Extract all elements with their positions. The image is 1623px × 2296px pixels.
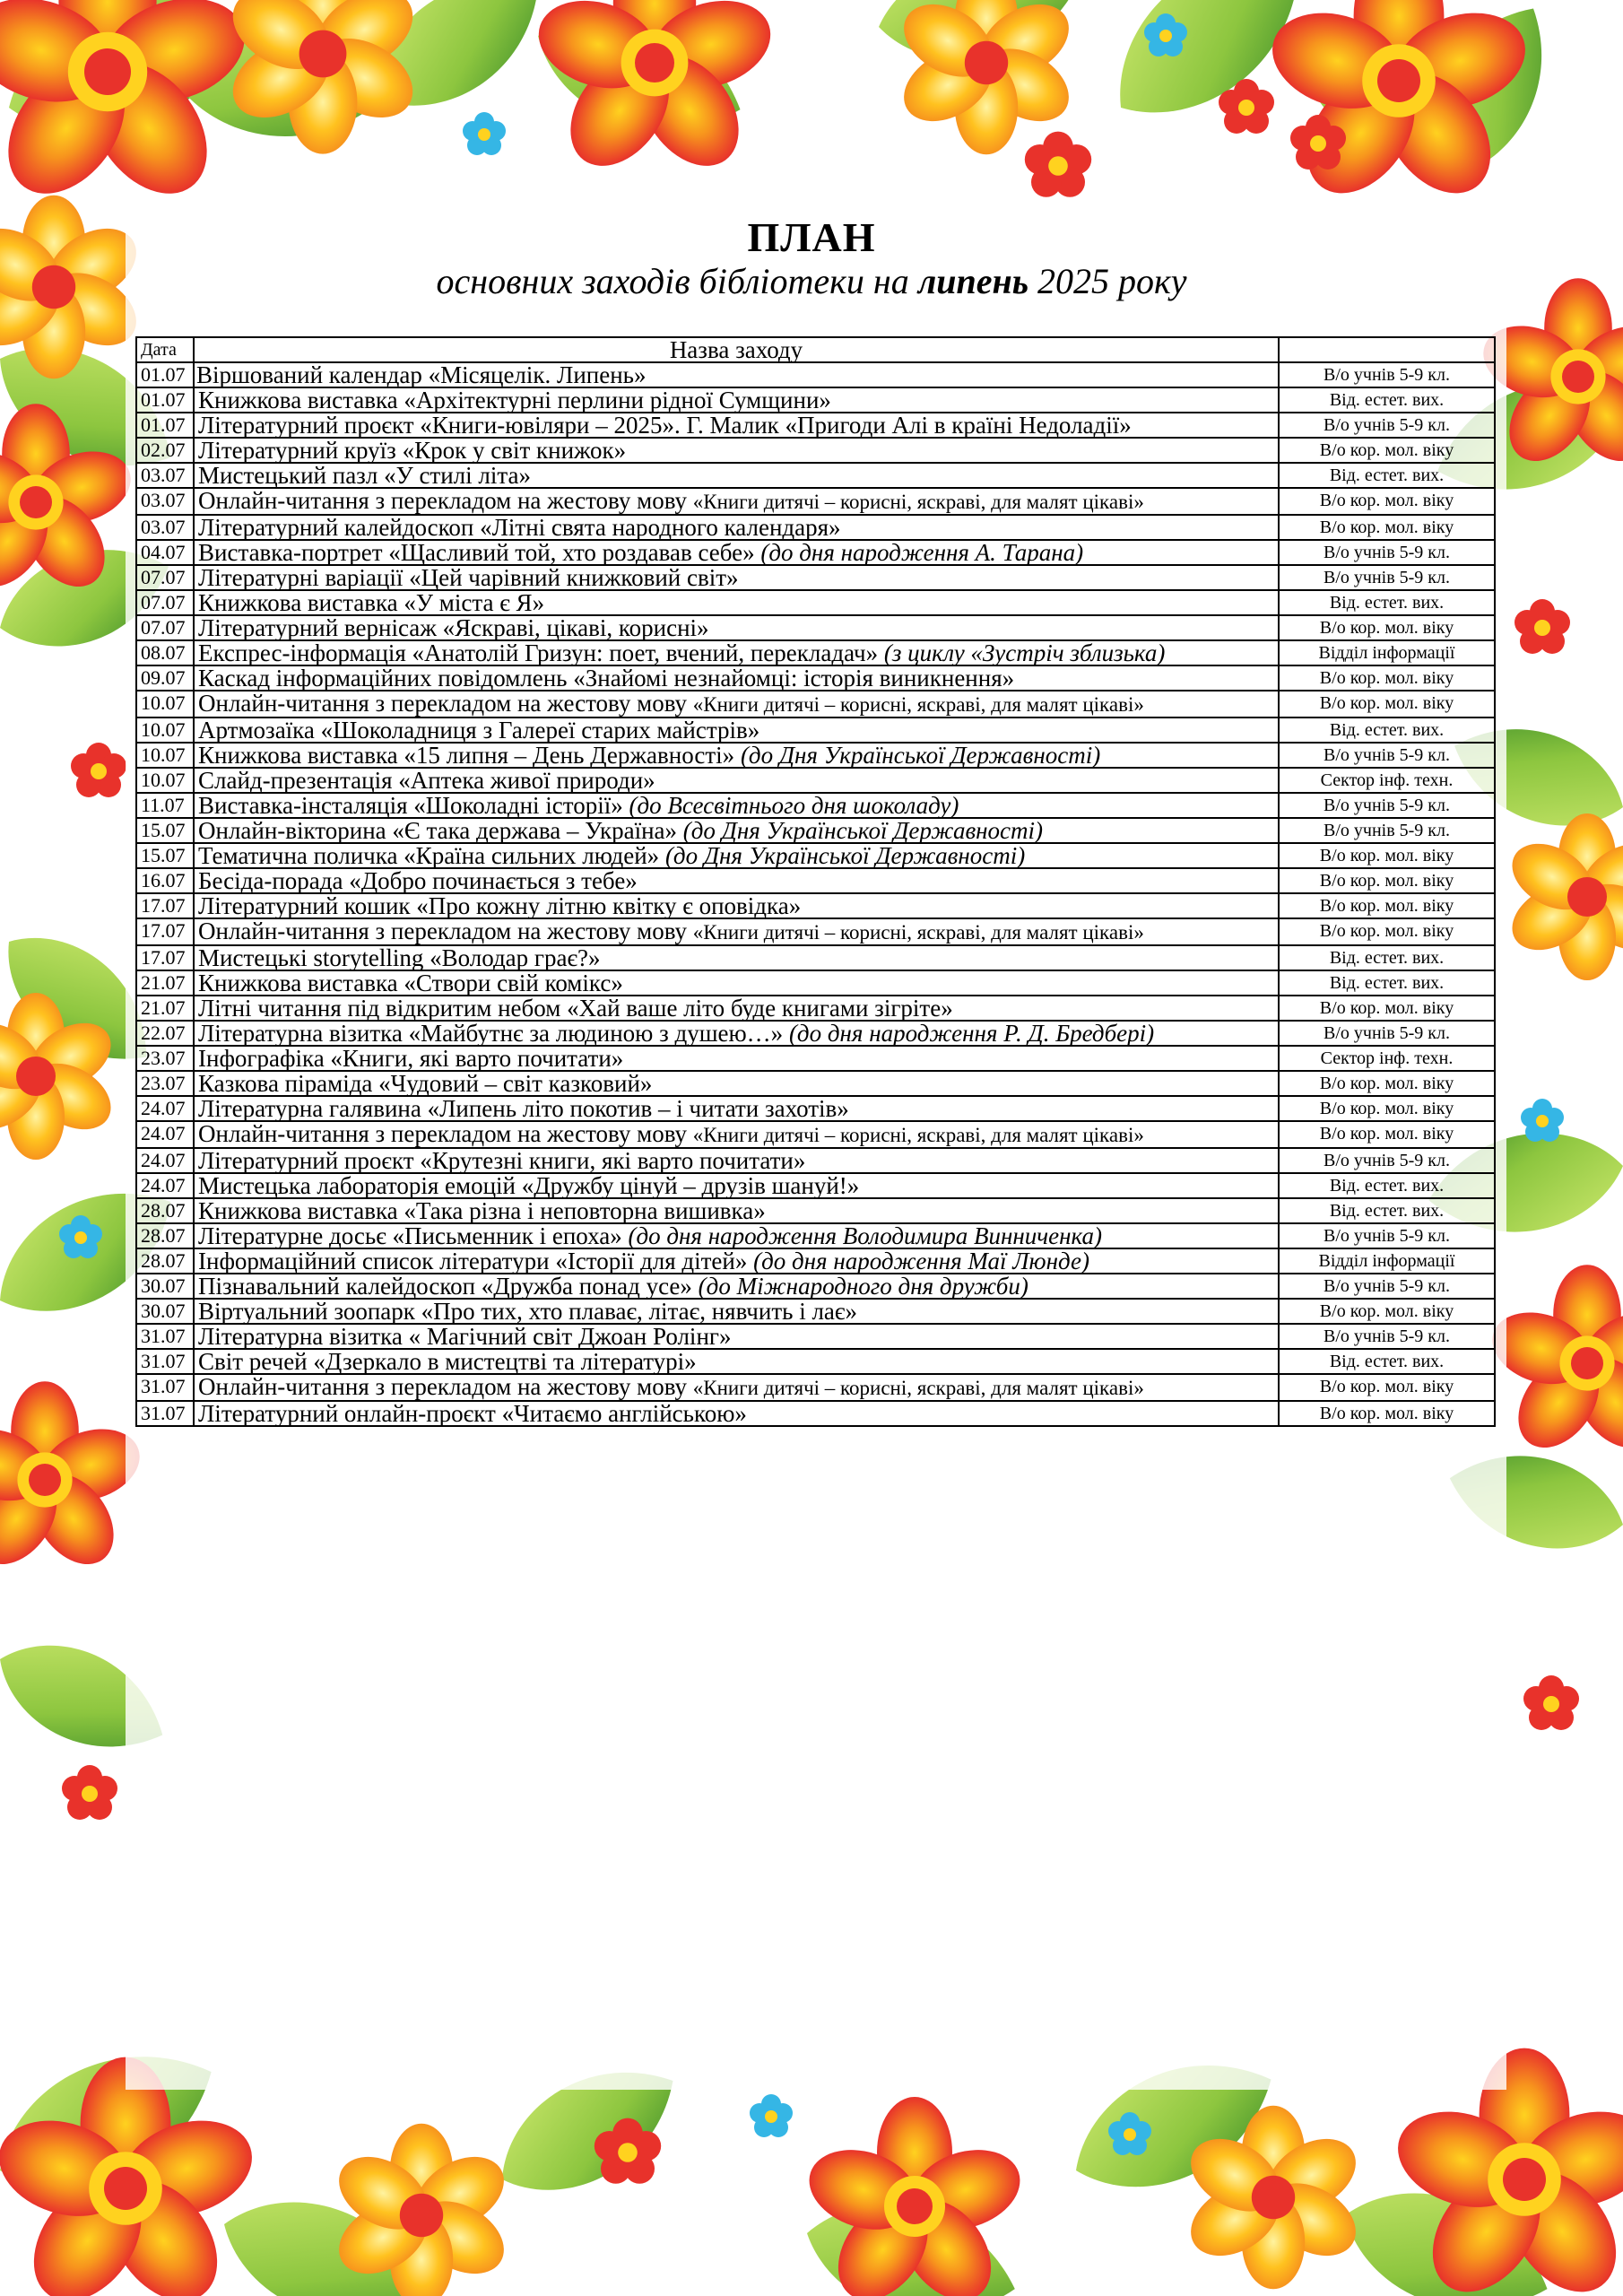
table-row xyxy=(136,1148,1495,1173)
event-note: (з циклу «Зустріч зблизька) xyxy=(883,639,1166,666)
event-responsible: В/о кор. мол. віку xyxy=(1279,488,1495,515)
table-row xyxy=(136,843,1495,868)
event-name xyxy=(194,843,1279,868)
event-date: 02.07 xyxy=(136,438,194,463)
event-name xyxy=(194,1121,1279,1148)
table-row xyxy=(136,515,1495,540)
event-responsible: В/о учнів 5-9 кл. xyxy=(1279,1223,1495,1248)
event-title: Мистецька лабораторія емоцій «Дружбу цінуй – друзів шануй!» xyxy=(198,1172,860,1199)
event-title: Літературний проєкт «Книги-ювіляри – 2025». Г. Малик «Пригоди Алі в країні Недоладії» xyxy=(198,412,1132,439)
event-responsible: В/о учнів 5-9 кл. xyxy=(1279,565,1495,590)
table-row xyxy=(136,691,1495,718)
event-title-small: «Книги дитячі – корисні, яскраві, для малят цікаві» xyxy=(692,921,1144,944)
event-date: 24.07 xyxy=(136,1121,194,1148)
event-title: Каскад інформаційних повідомлень «Знайомі незнайомці: історія виникнення» xyxy=(198,665,1015,691)
event-date: 09.07 xyxy=(136,665,194,691)
table-row xyxy=(136,665,1495,691)
event-date: 11.07 xyxy=(136,793,194,818)
event-date: 15.07 xyxy=(136,843,194,868)
event-name xyxy=(194,1274,1279,1299)
event-title: Онлайн-вікторина «Є така держава – Україна» xyxy=(198,817,683,844)
event-date: 10.07 xyxy=(136,768,194,793)
event-responsible: Відділ інформації xyxy=(1279,1248,1495,1274)
event-responsible: Від. естет. вих. xyxy=(1279,970,1495,996)
event-title: Книжкова виставка «Створи свій комікс» xyxy=(198,970,623,996)
event-date: 07.07 xyxy=(136,590,194,615)
subtitle-month: липень xyxy=(917,261,1028,301)
event-date: 31.07 xyxy=(136,1324,194,1349)
event-responsible: В/о учнів 5-9 кл. xyxy=(1279,1021,1495,1046)
event-title: Бесіда-порада «Добро починається з тебе» xyxy=(198,867,638,894)
event-responsible: В/о учнів 5-9 кл. xyxy=(1279,540,1495,565)
event-responsible: В/о кор. мол. віку xyxy=(1279,1374,1495,1401)
event-title: Літературний онлайн-проєкт «Читаємо англійською» xyxy=(198,1400,747,1427)
table-row xyxy=(136,1274,1495,1299)
event-title: Віртуальний зоопарк «Про тих, хто плаває, літає, нявчить і лає» xyxy=(198,1298,857,1325)
event-date: 17.07 xyxy=(136,893,194,918)
event-title: Книжкова виставка «Така різна і неповторна вишивка» xyxy=(198,1197,766,1224)
page-subtitle xyxy=(0,260,1623,302)
event-name xyxy=(194,918,1279,945)
table-row xyxy=(136,565,1495,590)
table-row xyxy=(136,1071,1495,1096)
event-title: Казкова піраміда «Чудовий – світ казковий» xyxy=(198,1070,653,1097)
event-responsible: Від. естет. вих. xyxy=(1279,387,1495,413)
event-responsible: Від. естет. вих. xyxy=(1279,590,1495,615)
event-responsible: В/о учнів 5-9 кл. xyxy=(1279,1148,1495,1173)
event-date: 17.07 xyxy=(136,945,194,970)
event-responsible: Відділ інформації xyxy=(1279,640,1495,665)
event-name xyxy=(194,387,1279,413)
event-title: Артмозаїка «Шоколадниця з Галереї старих майстрів» xyxy=(198,717,760,744)
event-date: 07.07 xyxy=(136,565,194,590)
subtitle-end: 2025 року xyxy=(1028,261,1187,301)
event-name xyxy=(194,793,1279,818)
event-name xyxy=(194,540,1279,565)
table-row xyxy=(136,970,1495,996)
event-responsible: Від. естет. вих. xyxy=(1279,1349,1495,1374)
event-date: 22.07 xyxy=(136,1021,194,1046)
event-name xyxy=(194,1349,1279,1374)
event-title: Пізнавальний калейдоскоп «Дружба понад усе» xyxy=(198,1273,699,1300)
table-row xyxy=(136,1324,1495,1349)
table-row xyxy=(136,387,1495,413)
event-name xyxy=(194,996,1279,1021)
event-note: (до дня народження Володимира Винниченка) xyxy=(628,1222,1102,1249)
event-name xyxy=(194,893,1279,918)
event-date: 01.07 xyxy=(136,413,194,438)
event-date: 03.07 xyxy=(136,488,194,515)
table-row xyxy=(136,996,1495,1021)
event-date: 31.07 xyxy=(136,1401,194,1426)
event-title: Мистецький пазл «У стилі літа» xyxy=(198,462,531,489)
table-row xyxy=(136,590,1495,615)
table-row xyxy=(136,1046,1495,1071)
event-date: 24.07 xyxy=(136,1173,194,1198)
event-title: Літературний вернісаж «Яскраві, цікаві, корисні» xyxy=(198,614,709,641)
event-title: Онлайн-читання з перекладом на жестову мову xyxy=(198,487,693,514)
event-title: Онлайн-читання з перекладом на жестову мову xyxy=(198,918,693,944)
event-note: (до Дня Української Державності) xyxy=(682,817,1044,844)
event-name xyxy=(194,665,1279,691)
event-name xyxy=(194,868,1279,893)
event-name xyxy=(194,1096,1279,1121)
event-name xyxy=(194,1248,1279,1274)
table-body xyxy=(136,362,1495,1426)
event-title: Книжкова виставка «У міста є Я» xyxy=(198,589,545,616)
table-row xyxy=(136,488,1495,515)
event-date: 24.07 xyxy=(136,1148,194,1173)
table-row xyxy=(136,1198,1495,1223)
event-note: (до дня народження А. Тарана) xyxy=(760,539,1084,566)
table-row xyxy=(136,1021,1495,1046)
event-responsible: В/о учнів 5-9 кл. xyxy=(1279,362,1495,387)
event-title: Експрес-інформація «Анатолій Гризун: поет, вчений, перекладач» xyxy=(198,639,884,666)
event-name xyxy=(194,691,1279,718)
event-date: 10.07 xyxy=(136,743,194,768)
event-responsible: В/о кор. мол. віку xyxy=(1279,843,1495,868)
page-title: ПЛАН xyxy=(747,214,876,260)
event-title: Літературна галявина «Липень літо покотив – і читати захотів» xyxy=(198,1095,849,1122)
table-row xyxy=(136,1401,1495,1426)
event-responsible: Від. естет. вих. xyxy=(1279,1198,1495,1223)
event-responsible: Від. естет. вих. xyxy=(1279,1173,1495,1198)
table-row xyxy=(136,1299,1495,1324)
event-title: Книжкова виставка «15 липня – День Державності» xyxy=(198,742,741,769)
event-responsible: В/о учнів 5-9 кл. xyxy=(1279,743,1495,768)
subtitle-start: основних заходів бібліотеки на xyxy=(436,261,918,301)
event-responsible: Сектор інф. техн. xyxy=(1279,1046,1495,1071)
event-name xyxy=(194,1223,1279,1248)
table-row xyxy=(136,768,1495,793)
event-responsible: В/о учнів 5-9 кл. xyxy=(1279,413,1495,438)
event-name xyxy=(194,1198,1279,1223)
event-responsible: В/о кор. мол. віку xyxy=(1279,893,1495,918)
table-row xyxy=(136,438,1495,463)
event-title: Літературна візитка «Майбутнє за людиною з душею…» xyxy=(198,1020,789,1047)
event-date: 21.07 xyxy=(136,970,194,996)
table-row xyxy=(136,868,1495,893)
event-date: 01.07 xyxy=(136,362,194,387)
event-name xyxy=(194,970,1279,996)
event-date: 04.07 xyxy=(136,540,194,565)
column-header-responsible xyxy=(1279,337,1495,362)
event-responsible: В/о учнів 5-9 кл. xyxy=(1279,818,1495,843)
event-name xyxy=(194,1071,1279,1096)
event-date: 03.07 xyxy=(136,463,194,488)
event-note: (до Дня Української Державності) xyxy=(740,742,1101,769)
event-date: 28.07 xyxy=(136,1248,194,1274)
event-name xyxy=(194,413,1279,438)
event-responsible: В/о кор. мол. віку xyxy=(1279,1096,1495,1121)
event-responsible: Від. естет. вих. xyxy=(1279,718,1495,743)
event-title: Онлайн-читання з перекладом на жестову мову xyxy=(198,1120,693,1147)
event-date: 01.07 xyxy=(136,387,194,413)
table-row xyxy=(136,540,1495,565)
table-row xyxy=(136,743,1495,768)
table-row xyxy=(136,463,1495,488)
event-title: Виставка-портрет «Щасливий той, хто роздавав себе» xyxy=(198,539,761,566)
event-title: Інформаційний список літератури «Історії для дітей» xyxy=(198,1248,754,1274)
event-title-small: «Книги дитячі – корисні, яскраві, для малят цікаві» xyxy=(692,491,1144,513)
event-responsible: Сектор інф. техн. xyxy=(1279,768,1495,793)
event-title: Виставка-інсталяція «Шоколадні історії» xyxy=(198,792,629,819)
event-date: 28.07 xyxy=(136,1223,194,1248)
event-name xyxy=(194,488,1279,515)
table-row xyxy=(136,1173,1495,1198)
event-title-small: «Книги дитячі – корисні, яскраві, для малят цікаві» xyxy=(692,693,1144,716)
event-title: Літературні варіації «Цей чарівний книжковий світ» xyxy=(198,564,739,591)
event-name xyxy=(194,565,1279,590)
event-note: (до дня народження Маї Люнде) xyxy=(753,1248,1089,1274)
event-name xyxy=(194,590,1279,615)
table-row xyxy=(136,1374,1495,1401)
event-date: 10.07 xyxy=(136,691,194,718)
table-row xyxy=(136,1223,1495,1248)
event-responsible: В/о кор. мол. віку xyxy=(1279,691,1495,718)
table-row xyxy=(136,918,1495,945)
event-title: Літературний проєкт «Крутезні книги, які варто почитати» xyxy=(198,1147,806,1174)
event-date: 07.07 xyxy=(136,615,194,640)
event-date: 28.07 xyxy=(136,1198,194,1223)
event-title: Віршований календар «Місяцелік. Липень» xyxy=(196,361,647,388)
event-title: Онлайн-читання з перекладом на жестову мову xyxy=(198,690,693,717)
event-responsible: В/о кор. мол. віку xyxy=(1279,1071,1495,1096)
event-title-small: «Книги дитячі – корисні, яскраві, для малят цікаві» xyxy=(692,1124,1144,1146)
event-date: 30.07 xyxy=(136,1274,194,1299)
table-row xyxy=(136,1248,1495,1274)
event-note: (до Всесвітнього дня шоколаду) xyxy=(629,792,959,819)
column-header-name: Назва заходу xyxy=(194,337,1279,362)
event-name xyxy=(194,438,1279,463)
event-responsible: В/о учнів 5-9 кл. xyxy=(1279,793,1495,818)
event-name xyxy=(194,718,1279,743)
event-name xyxy=(194,615,1279,640)
event-name xyxy=(194,1324,1279,1349)
event-name xyxy=(194,945,1279,970)
event-date: 21.07 xyxy=(136,996,194,1021)
table-row xyxy=(136,1121,1495,1148)
event-name xyxy=(194,1046,1279,1071)
event-responsible: В/о кор. мол. віку xyxy=(1279,615,1495,640)
event-responsible: В/о учнів 5-9 кл. xyxy=(1279,1324,1495,1349)
event-title: Світ речей «Дзеркало в мистецтві та літературі» xyxy=(198,1348,697,1375)
event-date: 30.07 xyxy=(136,1299,194,1324)
event-responsible: В/о кор. мол. віку xyxy=(1279,1401,1495,1426)
table-row xyxy=(136,793,1495,818)
event-title: Мистецькі storytelling «Володар грає?» xyxy=(198,944,601,971)
event-date: 24.07 xyxy=(136,1096,194,1121)
event-responsible: В/о кор. мол. віку xyxy=(1279,918,1495,945)
event-responsible: В/о учнів 5-9 кл. xyxy=(1279,1274,1495,1299)
event-note: (до Дня Української Державності) xyxy=(664,842,1026,869)
event-name xyxy=(194,640,1279,665)
event-date: 10.07 xyxy=(136,718,194,743)
event-title: Книжкова виставка «Архітектурні перлини рідної Сумщини» xyxy=(198,387,831,413)
event-date: 31.07 xyxy=(136,1349,194,1374)
event-title: Літні читання під відкритим небом «Хай ваше літо буде книгами зігріте» xyxy=(198,995,953,1022)
event-name xyxy=(194,362,1279,387)
event-name xyxy=(194,768,1279,793)
event-date: 23.07 xyxy=(136,1046,194,1071)
event-name xyxy=(194,1299,1279,1324)
table-row xyxy=(136,413,1495,438)
event-name xyxy=(194,1401,1279,1426)
event-responsible: В/о кор. мол. віку xyxy=(1279,438,1495,463)
event-name xyxy=(194,743,1279,768)
event-name xyxy=(194,818,1279,843)
event-note: (до Міжнародного дня дружби) xyxy=(698,1273,1028,1300)
table-row xyxy=(136,615,1495,640)
event-date: 16.07 xyxy=(136,868,194,893)
event-name xyxy=(194,1021,1279,1046)
event-date: 15.07 xyxy=(136,818,194,843)
event-responsible: В/о кор. мол. віку xyxy=(1279,1299,1495,1324)
table-header-row xyxy=(136,337,1495,362)
table-row xyxy=(136,362,1495,387)
table-row xyxy=(136,818,1495,843)
table-row xyxy=(136,640,1495,665)
event-note: (до дня народження Р. Д. Бредбері) xyxy=(788,1020,1155,1047)
event-responsible: В/о кор. мол. віку xyxy=(1279,996,1495,1021)
event-title: Літературна візитка « Магічний світ Джоан Ролінг» xyxy=(198,1323,732,1350)
event-title: Літературний кошик «Про кожну літню квітку є оповідка» xyxy=(198,892,802,919)
event-title: Онлайн-читання з перекладом на жестову мову xyxy=(198,1373,693,1400)
event-date: 08.07 xyxy=(136,640,194,665)
event-name xyxy=(194,1374,1279,1401)
table-row xyxy=(136,1349,1495,1374)
column-header-date: Дата xyxy=(136,337,194,362)
event-title: Літературний круїз «Крок у світ книжок» xyxy=(198,437,627,464)
event-name xyxy=(194,1173,1279,1198)
events-table xyxy=(135,336,1496,1427)
event-responsible: В/о кор. мол. віку xyxy=(1279,665,1495,691)
table-row xyxy=(136,893,1495,918)
event-responsible: Від. естет. вих. xyxy=(1279,945,1495,970)
event-responsible: В/о кор. мол. віку xyxy=(1279,868,1495,893)
table-row xyxy=(136,718,1495,743)
event-title: Слайд-презентація «Аптека живої природи» xyxy=(198,767,655,794)
event-date: 03.07 xyxy=(136,515,194,540)
event-name xyxy=(194,1148,1279,1173)
event-title: Літературне досьє «Письменник і епоха» xyxy=(198,1222,629,1249)
event-date: 31.07 xyxy=(136,1374,194,1401)
event-date: 17.07 xyxy=(136,918,194,945)
event-title-small: «Книги дитячі – корисні, яскраві, для малят цікаві» xyxy=(692,1377,1144,1399)
event-title: Тематична поличка «Країна сильних людей» xyxy=(198,842,665,869)
event-responsible: В/о кор. мол. віку xyxy=(1279,515,1495,540)
event-name xyxy=(194,463,1279,488)
event-date: 23.07 xyxy=(136,1071,194,1096)
event-name xyxy=(194,515,1279,540)
event-responsible: В/о кор. мол. віку xyxy=(1279,1121,1495,1148)
table-row xyxy=(136,945,1495,970)
event-title: Літературний калейдоскоп «Літні свята народного календаря» xyxy=(198,514,841,541)
table-row xyxy=(136,1096,1495,1121)
event-title: Інфографіка «Книги, які варто почитати» xyxy=(198,1045,624,1072)
event-responsible: Від. естет. вих. xyxy=(1279,463,1495,488)
